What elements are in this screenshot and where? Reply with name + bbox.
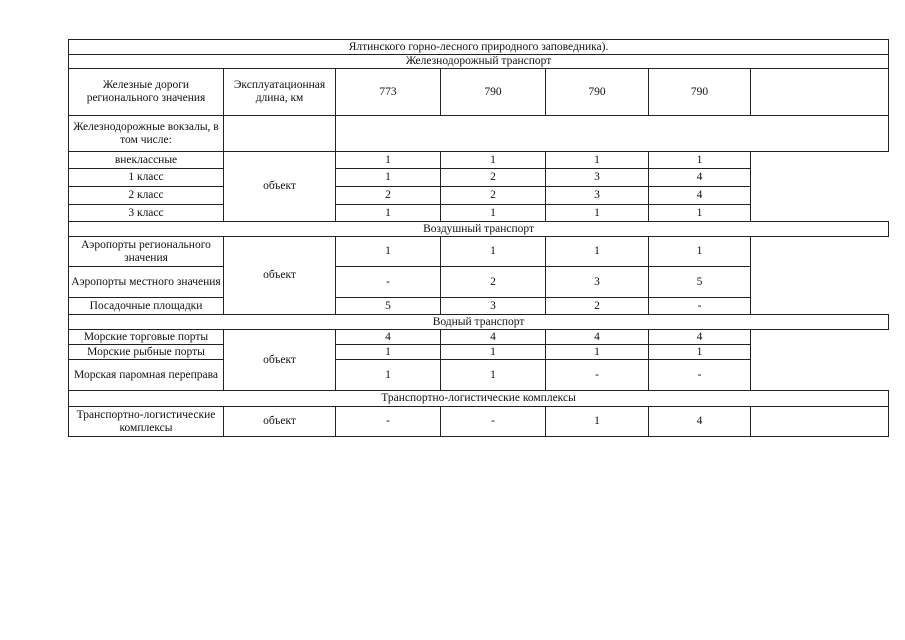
value-cell: 1 bbox=[336, 205, 441, 222]
section-header-row bbox=[69, 391, 889, 407]
value-cell: 1 bbox=[546, 345, 649, 360]
value-cell: 2 bbox=[441, 267, 546, 298]
value-cell: 1 bbox=[546, 205, 649, 222]
section-water-title: Водный транспорт bbox=[69, 315, 889, 330]
value-cell: 1 bbox=[336, 152, 441, 169]
unit-cell: Эксплуатационная длина, км bbox=[224, 69, 336, 116]
value-cell: - bbox=[546, 360, 649, 391]
row-label: Аэропорты местного значения bbox=[69, 267, 224, 298]
value-cell: 1 bbox=[649, 237, 751, 267]
table-row bbox=[69, 152, 889, 169]
section-logistics-title: Транспортно-логистические комплексы bbox=[69, 391, 889, 407]
value-cell: 2 bbox=[441, 187, 546, 205]
table-row bbox=[69, 69, 889, 116]
section-air-title: Воздушный транспорт bbox=[69, 222, 889, 237]
note-cell bbox=[751, 407, 889, 437]
row-label: Посадочные площадки bbox=[69, 298, 224, 315]
section-header-row bbox=[69, 55, 889, 69]
row-label: Аэропорты регионального значения bbox=[69, 237, 224, 267]
value-cell: 4 bbox=[649, 330, 751, 345]
note-cell bbox=[751, 152, 889, 222]
value-cell: 4 bbox=[649, 169, 751, 187]
value-cell: 4 bbox=[649, 187, 751, 205]
value-cell: 790 bbox=[649, 69, 751, 116]
value-cell: 1 bbox=[649, 345, 751, 360]
value-cell: 2 bbox=[441, 169, 546, 187]
row-label: 1 класс bbox=[69, 169, 224, 187]
value-cell: 4 bbox=[546, 330, 649, 345]
value-cell: 3 bbox=[546, 187, 649, 205]
value-cell: 1 bbox=[546, 237, 649, 267]
section-header-row bbox=[69, 315, 889, 330]
row-label: 3 класс bbox=[69, 205, 224, 222]
row-label: Морские рыбные порты bbox=[69, 345, 224, 360]
note-cell bbox=[751, 69, 889, 116]
unit-cell bbox=[224, 116, 336, 152]
value-cell: 4 bbox=[441, 330, 546, 345]
value-cell: 790 bbox=[441, 69, 546, 116]
value-cell: 773 bbox=[336, 69, 441, 116]
value-cell: 790 bbox=[546, 69, 649, 116]
table-row bbox=[69, 116, 889, 152]
value-cell: 1 bbox=[546, 407, 649, 437]
row-label: Морская паромная переправа bbox=[69, 360, 224, 391]
value-cell: - bbox=[336, 267, 441, 298]
intro-row bbox=[69, 40, 889, 55]
value-cell: 1 bbox=[441, 360, 546, 391]
value-cell: 1 bbox=[546, 152, 649, 169]
row-label: внеклассные bbox=[69, 152, 224, 169]
value-cell: - bbox=[649, 360, 751, 391]
value-cell: 2 bbox=[336, 187, 441, 205]
value-cell: - bbox=[336, 407, 441, 437]
value-cell: 1 bbox=[441, 205, 546, 222]
table-row bbox=[69, 237, 889, 267]
value-cell: 1 bbox=[441, 345, 546, 360]
value-cell: 1 bbox=[336, 345, 441, 360]
section-header-row bbox=[69, 222, 889, 237]
row-label: Железные дороги регионального значения bbox=[69, 69, 224, 116]
value-cell: 1 bbox=[441, 237, 546, 267]
value-cell: 1 bbox=[649, 205, 751, 222]
unit-cell: объект bbox=[224, 152, 336, 222]
value-cell: 4 bbox=[649, 407, 751, 437]
value-cell: 5 bbox=[649, 267, 751, 298]
value-cell: - bbox=[649, 298, 751, 315]
note-cell bbox=[751, 237, 889, 315]
value-cell: 4 bbox=[336, 330, 441, 345]
value-cell: 1 bbox=[336, 360, 441, 391]
value-cell: 1 bbox=[441, 152, 546, 169]
transport-table bbox=[68, 39, 889, 437]
row-label: Железнодорожные вокзалы, в том числе: bbox=[69, 116, 224, 152]
value-cell: 1 bbox=[336, 237, 441, 267]
unit-cell: объект bbox=[224, 330, 336, 391]
value-cell: 1 bbox=[649, 152, 751, 169]
value-cell: 3 bbox=[546, 169, 649, 187]
value-cell: 3 bbox=[546, 267, 649, 298]
unit-cell: объект bbox=[224, 237, 336, 315]
row-label: 2 класс bbox=[69, 187, 224, 205]
value-cell: 3 bbox=[441, 298, 546, 315]
empty-span-cell bbox=[336, 116, 889, 152]
unit-cell: объект bbox=[224, 407, 336, 437]
table-row bbox=[69, 407, 889, 437]
value-cell: - bbox=[441, 407, 546, 437]
section-rail-title: Железнодорожный транспорт bbox=[69, 55, 889, 69]
value-cell: 5 bbox=[336, 298, 441, 315]
row-label: Транспортно-логистические комплексы bbox=[69, 407, 224, 437]
value-cell: 2 bbox=[546, 298, 649, 315]
note-cell bbox=[751, 330, 889, 391]
row-label: Морские торговые порты bbox=[69, 330, 224, 345]
table-row bbox=[69, 330, 889, 345]
intro-text: Ялтинского горно-лесного природного заповедника). bbox=[69, 40, 889, 55]
value-cell: 1 bbox=[336, 169, 441, 187]
